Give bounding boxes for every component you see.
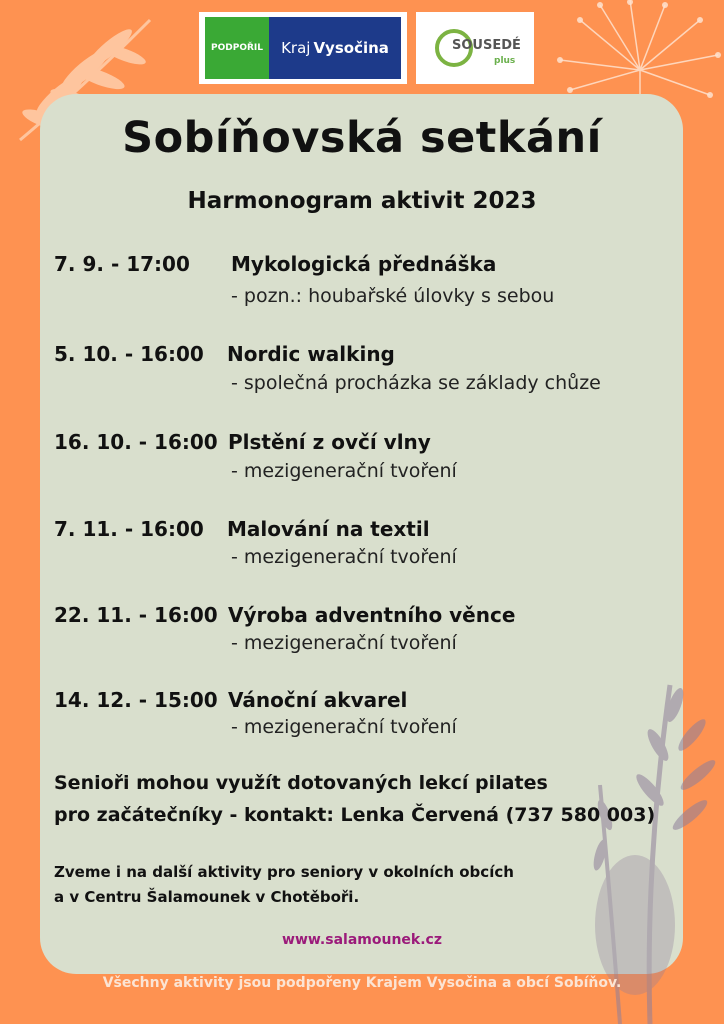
kraj-logo-word1: Kraj bbox=[281, 39, 311, 57]
event-note: - mezigenerační tvoření bbox=[231, 460, 457, 482]
event-name: Vánoční akvarel bbox=[228, 688, 408, 712]
kraj-logo-tag: PODPOŘIL bbox=[205, 17, 269, 79]
page-subtitle: Harmonogram aktivit 2023 bbox=[187, 188, 537, 214]
event-name: Výroba adventního věnce bbox=[228, 603, 516, 627]
website-link[interactable]: www.salamounek.cz bbox=[282, 932, 442, 948]
event-date: 7. 9. - 17:00 bbox=[54, 252, 190, 276]
invite-line-2: a v Centru Šalamounek v Chotěboři. bbox=[54, 888, 360, 906]
kraj-logo-text bbox=[269, 17, 401, 79]
lavender-decoration-icon bbox=[580, 665, 724, 1024]
sousede-logo-name: SOUSEDÉ bbox=[452, 38, 521, 53]
pilates-line-1: Senioři mohou využít dotovaných lekcí pilates bbox=[54, 772, 548, 794]
event-date: 14. 12. - 15:00 bbox=[54, 688, 218, 712]
event-date: 16. 10. - 16:00 bbox=[54, 430, 218, 454]
sousede-plus-logo bbox=[416, 12, 534, 84]
event-name: Nordic walking bbox=[227, 342, 395, 366]
kraj-logo-word2: Vysočina bbox=[313, 39, 389, 57]
event-note: - pozn.: houbařské úlovky s sebou bbox=[231, 285, 555, 307]
event-name: Plstění z ovčí vlny bbox=[228, 430, 431, 454]
event-name: Mykologická přednáška bbox=[231, 252, 497, 276]
page-title: Sobíňovská setkání bbox=[122, 113, 602, 163]
footer-note: Všechny aktivity jsou podpořeny Krajem Vysočina a obcí Sobíňov. bbox=[102, 975, 622, 991]
event-date: 22. 11. - 16:00 bbox=[54, 603, 218, 627]
invite-line-1: Zveme i na další aktivity pro seniory v okolních obcích bbox=[54, 863, 514, 881]
event-date: 5. 10. - 16:00 bbox=[54, 342, 204, 366]
event-note: - mezigenerační tvoření bbox=[231, 716, 457, 738]
event-note: - mezigenerační tvoření bbox=[231, 632, 457, 654]
kraj-vysocina-logo bbox=[199, 12, 407, 84]
event-note: - společná procházka se základy chůze bbox=[231, 372, 601, 394]
sousede-logo-sub: plus bbox=[494, 56, 516, 66]
event-date: 7. 11. - 16:00 bbox=[54, 517, 204, 541]
event-note: - mezigenerační tvoření bbox=[231, 546, 457, 568]
event-name: Malování na textil bbox=[227, 517, 430, 541]
pilates-line-2: pro začátečníky - kontakt: Lenka Červená (737 580 003) bbox=[54, 804, 656, 826]
